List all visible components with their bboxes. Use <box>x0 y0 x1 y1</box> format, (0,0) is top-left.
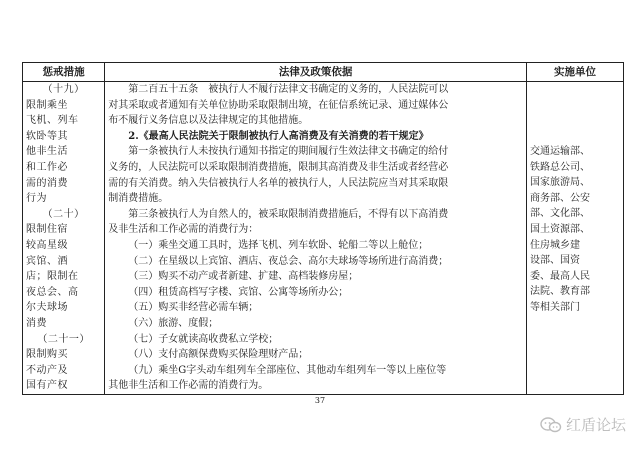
law-line: 义务的，人民法院可以采取限制消费措施，限制其高消费及非生活或者经营必 <box>108 161 449 173</box>
law-item: （三）购买不动产或者新建、扩建、高档装修房屋； <box>128 271 359 283</box>
law-item: （八）支付高额保费购买保险理财产品； <box>128 349 309 361</box>
unit-cell <box>526 82 623 395</box>
measure-line: （十九） <box>42 84 85 95</box>
law-line: 布不履行义务信息以及法律规定的其他措施。 <box>108 115 309 127</box>
measure-line: 较高星级 <box>26 239 68 251</box>
measure-line: 消费 <box>26 317 47 329</box>
law-line: 对其采取或者通知有关单位协助采取限制出境，在征信系统记录、通过媒体公 <box>108 99 449 111</box>
law-item: （四）租赁高档写字楼、宾馆、公寓等场所办公； <box>128 286 349 298</box>
basis-cell <box>105 82 527 395</box>
law-item: （二）在星级以上宾馆、酒店、夜总会、高尔夫球场等场所进行高消费； <box>128 255 449 267</box>
law-line: 第二百五十五条 被执行人不履行法律文书确定的义务的，人民法院可以 <box>128 84 449 95</box>
law-line: 制消费措施。 <box>108 193 169 205</box>
law-line: 第一条被执行人未按执行通知书指定的期间履行生效法律文书确定的给付 <box>128 146 449 158</box>
unit-line: 国土资源部、 <box>529 223 590 235</box>
measure-line: 尔夫球场 <box>26 302 68 314</box>
law-item: （九）乘坐G字头动车组列车全部座位、其他动车组列车一等以上座位等 <box>128 364 447 376</box>
measure-line: 不动产及 <box>26 364 68 376</box>
law-line: 需的有关消费。纳入失信被执行人名单的被执行人，人民法院应当对其采取限 <box>108 177 449 189</box>
measure-line: 软卧等其 <box>26 130 68 142</box>
unit-line: 铁路总公司、 <box>529 161 590 173</box>
table-row <box>23 82 624 395</box>
watermark <box>540 414 626 435</box>
measure-line: 和工作必 <box>26 161 68 173</box>
measure-line: 限制乘坐 <box>26 99 68 111</box>
measure-line: 需的消费 <box>26 177 68 189</box>
header-unit: 实施单位 <box>526 63 623 82</box>
law-line: 其他非生活和工作必需的消费行为。 <box>108 380 269 392</box>
measure-line: 夜总会、高 <box>26 286 79 298</box>
measure-line: 飞机、列车 <box>26 115 79 127</box>
law-item: （六）旅游、度假； <box>128 317 219 329</box>
measure-line: 限制购买 <box>26 349 68 361</box>
law-line: 及非生活和工作必需的消费行为： <box>108 224 259 236</box>
measure-line: 店；限制在 <box>26 271 79 283</box>
header-basis: 法律及政策依据 <box>105 63 527 82</box>
header-measure: 惩戒措施 <box>23 63 105 82</box>
measure-line: 国有产权 <box>26 380 68 392</box>
law-title: 2.《最高人民法院关于限制被执行人高消费及有关消费的若干规定》 <box>128 130 429 142</box>
law-item: （一）乘坐交通工具时，选择飞机、列车软卧、轮船二等以上舱位； <box>128 239 429 251</box>
unit-line: 法院、教育部 <box>529 286 590 298</box>
measure-line: 行为 <box>26 193 47 205</box>
measure-line: 宾馆、酒 <box>26 255 68 267</box>
unit-line: 等相关部门 <box>529 301 580 313</box>
law-item: （七）子女就读高收费私立学校； <box>128 333 279 345</box>
law-item: （五）购买非经营必需车辆； <box>128 302 259 314</box>
unit-line: 委、最高人民 <box>529 270 590 282</box>
unit-line: 商务部、公安 <box>529 192 590 204</box>
measure-line: 他非生活 <box>26 146 68 158</box>
table-header-row <box>23 63 624 82</box>
measure-line: （二十一） <box>37 333 90 345</box>
unit-line: 交通运输部、 <box>529 146 590 157</box>
measure-line: 限制住宿 <box>26 224 68 236</box>
unit-line: 国家旅游局、 <box>529 177 590 189</box>
unit-line: 设部、国资 <box>529 255 580 267</box>
law-line: 第三条被执行人为自然人的，被采取限制消费措施后，不得有以下高消费 <box>128 208 449 220</box>
unit-line: 住房城乡建 <box>529 239 580 251</box>
page-number: 37 <box>314 396 326 405</box>
measure-line: （二十） <box>42 208 85 220</box>
policy-table <box>22 62 624 395</box>
measure-cell <box>23 82 105 395</box>
watermark-text: 红盾论坛 <box>565 416 626 434</box>
weibo-chat-icon <box>540 416 562 434</box>
unit-line: 部、文化部、 <box>529 208 590 220</box>
